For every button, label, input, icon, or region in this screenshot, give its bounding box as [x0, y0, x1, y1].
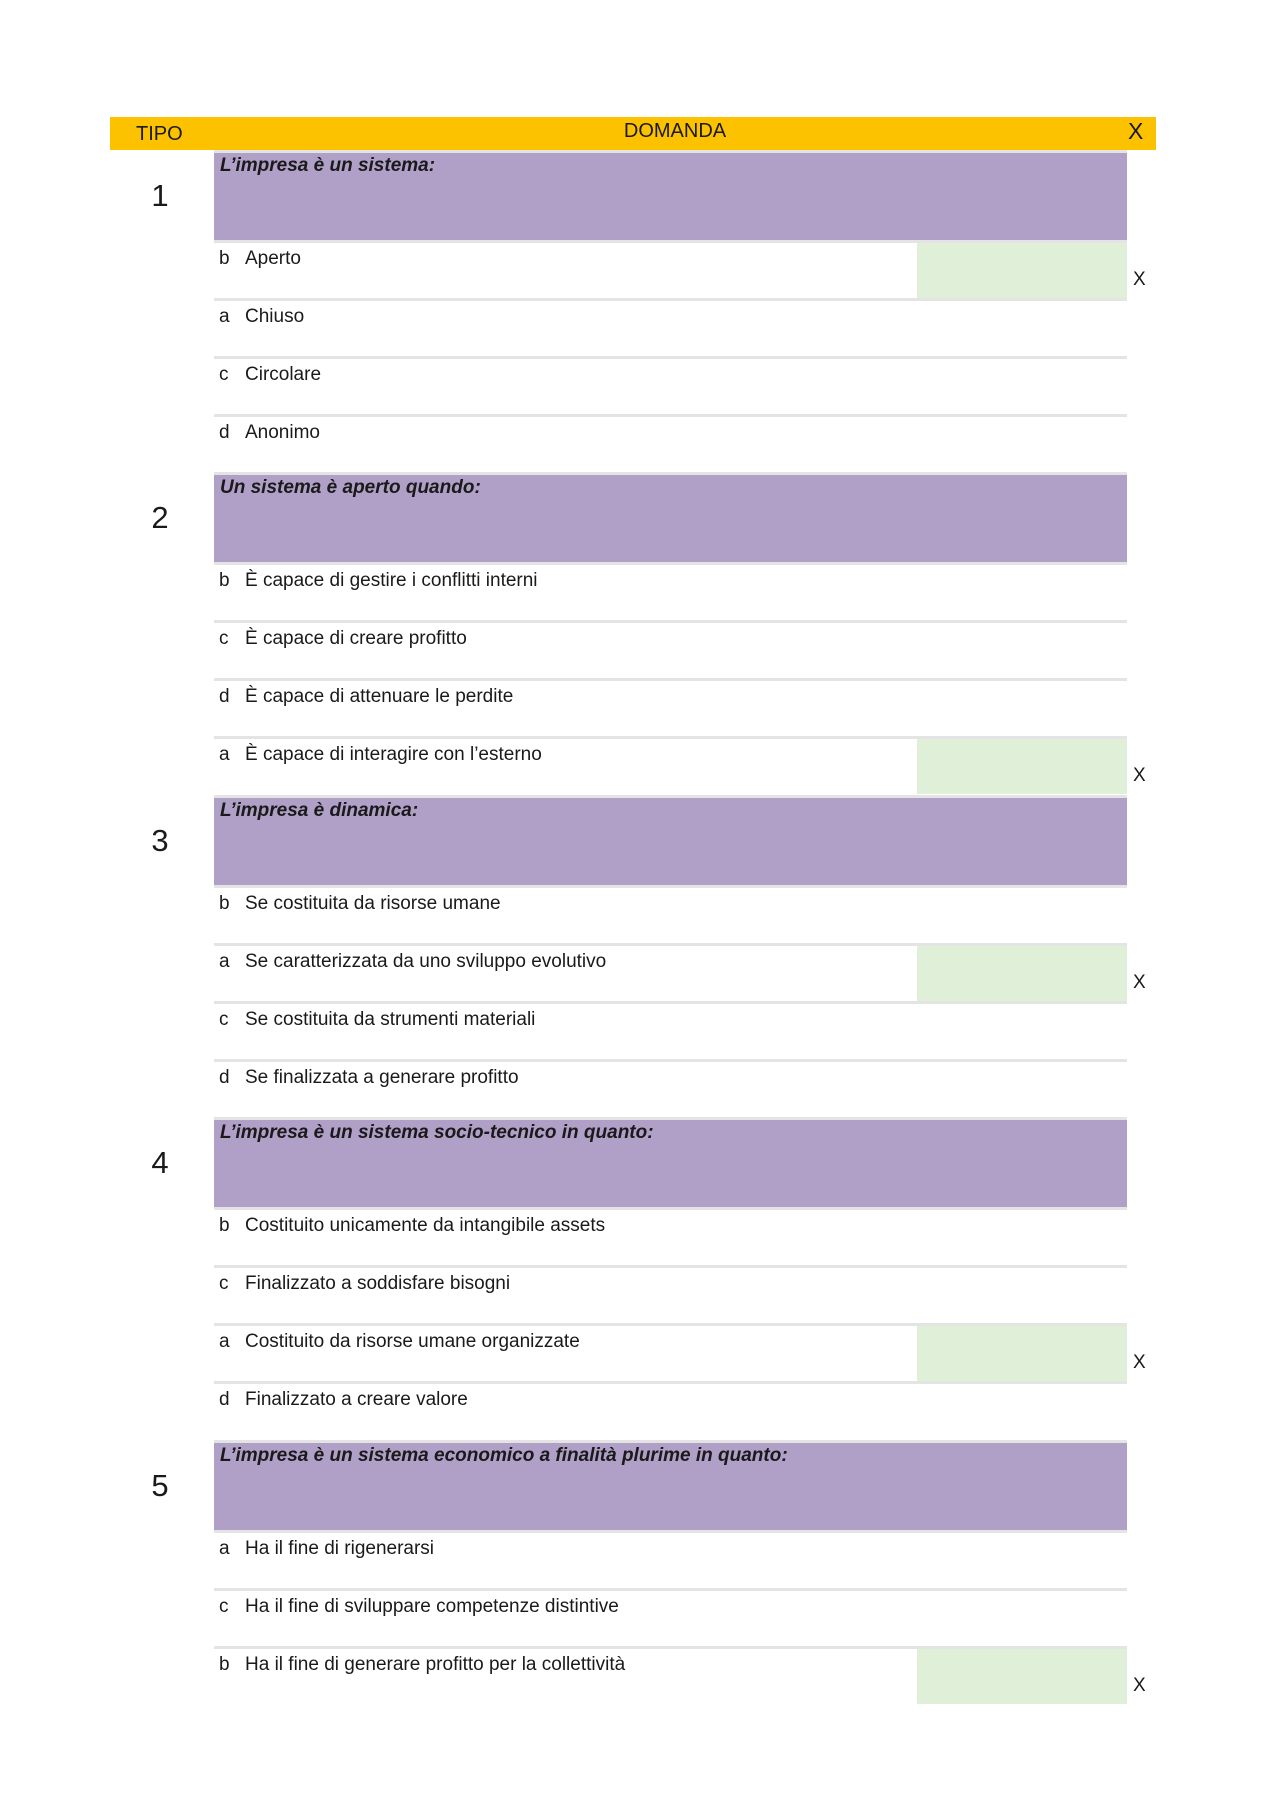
question-text: L’impresa è un sistema: — [220, 155, 436, 176]
answer-text: Chiuso — [245, 306, 305, 327]
answer-letter: b — [219, 1215, 230, 1236]
answer-row — [214, 1059, 1127, 1117]
answer-row — [214, 1530, 1127, 1588]
question-block — [214, 795, 1127, 885]
question-block — [214, 150, 1127, 240]
answer-row — [214, 1381, 1127, 1439]
question-number: 5 — [151, 1468, 169, 1503]
answer-text: È capace di interagire con l’esterno — [245, 744, 542, 765]
correct-answer-mark: X — [1133, 1352, 1146, 1373]
question-block — [214, 1440, 1127, 1530]
answer-row — [214, 562, 1127, 620]
answer-letter: a — [219, 306, 230, 327]
header-x: X — [1128, 118, 1144, 144]
question-number: 1 — [151, 178, 169, 213]
answer-letter: a — [219, 1331, 230, 1352]
correct-answer-highlight — [917, 946, 1127, 1001]
answer-row — [214, 943, 1127, 1001]
answer-letter: b — [219, 248, 230, 269]
header-tipo: TIPO — [136, 123, 183, 145]
question-text: L’impresa è un sistema socio-tecnico in quanto: — [220, 1122, 654, 1143]
answer-text: Aperto — [245, 248, 301, 269]
correct-answer-highlight — [917, 1326, 1127, 1381]
answer-row — [214, 1265, 1127, 1323]
answer-letter: a — [219, 744, 230, 765]
answer-row — [214, 1001, 1127, 1059]
question-number: 3 — [151, 823, 169, 858]
question-number: 4 — [151, 1145, 169, 1180]
answer-letter: c — [219, 1596, 229, 1617]
answer-row — [214, 1588, 1127, 1646]
answer-text: Costituito da risorse umane organizzate — [245, 1331, 580, 1352]
answer-letter: b — [219, 570, 230, 591]
answer-letter: a — [219, 1538, 230, 1559]
answer-text: Costituito unicamente da intangibile assets — [245, 1215, 606, 1236]
answer-row — [214, 1207, 1127, 1265]
answer-letter: c — [219, 1273, 229, 1294]
answer-letter: a — [219, 951, 230, 972]
correct-answer-highlight — [917, 1649, 1127, 1704]
answer-text: Ha il fine di sviluppare competenze distintive — [245, 1596, 619, 1617]
correct-answer-mark: X — [1133, 269, 1146, 290]
answer-row — [214, 736, 1127, 794]
answer-text: Se costituita da risorse umane — [245, 893, 501, 914]
answer-row — [214, 298, 1127, 356]
answer-letter: d — [219, 686, 230, 707]
correct-answer-highlight — [917, 739, 1127, 794]
answer-row — [214, 1323, 1127, 1381]
correct-answer-highlight — [917, 243, 1127, 298]
correct-answer-mark: X — [1133, 972, 1146, 993]
question-block — [214, 1117, 1127, 1207]
question-text: L’impresa è un sistema economico a finalità plurime in quanto: — [220, 1445, 788, 1466]
answer-letter: b — [219, 1654, 230, 1675]
answer-text: Circolare — [245, 364, 322, 385]
correct-answer-mark: X — [1133, 1675, 1146, 1696]
answer-text: È capace di gestire i conflitti interni — [245, 570, 538, 591]
answer-letter: b — [219, 893, 230, 914]
answer-row — [214, 620, 1127, 678]
answer-letter: c — [219, 628, 229, 649]
answer-text: Se caratterizzata da uno sviluppo evolutivo — [245, 951, 607, 972]
question-text: Un sistema è aperto quando: — [220, 477, 481, 498]
header-domanda: DOMANDA — [623, 120, 727, 142]
answer-letter: d — [219, 422, 230, 443]
answer-row — [214, 356, 1127, 414]
question-number: 2 — [151, 500, 169, 535]
answer-letter: d — [219, 1389, 230, 1410]
answer-letter: d — [219, 1067, 230, 1088]
answer-letter: c — [219, 364, 229, 385]
answer-row — [214, 885, 1127, 943]
question-text: L’impresa è dinamica: — [220, 800, 419, 821]
answer-text: È capace di attenuare le perdite — [245, 686, 514, 707]
answer-row — [214, 678, 1127, 736]
answer-text: È capace di creare profitto — [245, 628, 467, 649]
answer-row — [214, 1646, 1127, 1704]
answer-text: Se finalizzata a generare profitto — [245, 1067, 519, 1088]
answer-text: Ha il fine di generare profitto per la collettività — [245, 1654, 626, 1675]
answer-row — [214, 240, 1127, 298]
correct-answer-mark: X — [1133, 765, 1146, 786]
table-header — [110, 117, 1156, 150]
answer-text: Ha il fine di rigenerarsi — [245, 1538, 435, 1559]
answer-text: Anonimo — [245, 422, 320, 443]
answer-letter: c — [219, 1009, 229, 1030]
answer-text: Se costituita da strumenti materiali — [245, 1009, 536, 1030]
answer-text: Finalizzato a creare valore — [245, 1389, 468, 1410]
answer-row — [214, 414, 1127, 472]
question-block — [214, 472, 1127, 562]
answer-text: Finalizzato a soddisfare bisogni — [245, 1273, 511, 1294]
